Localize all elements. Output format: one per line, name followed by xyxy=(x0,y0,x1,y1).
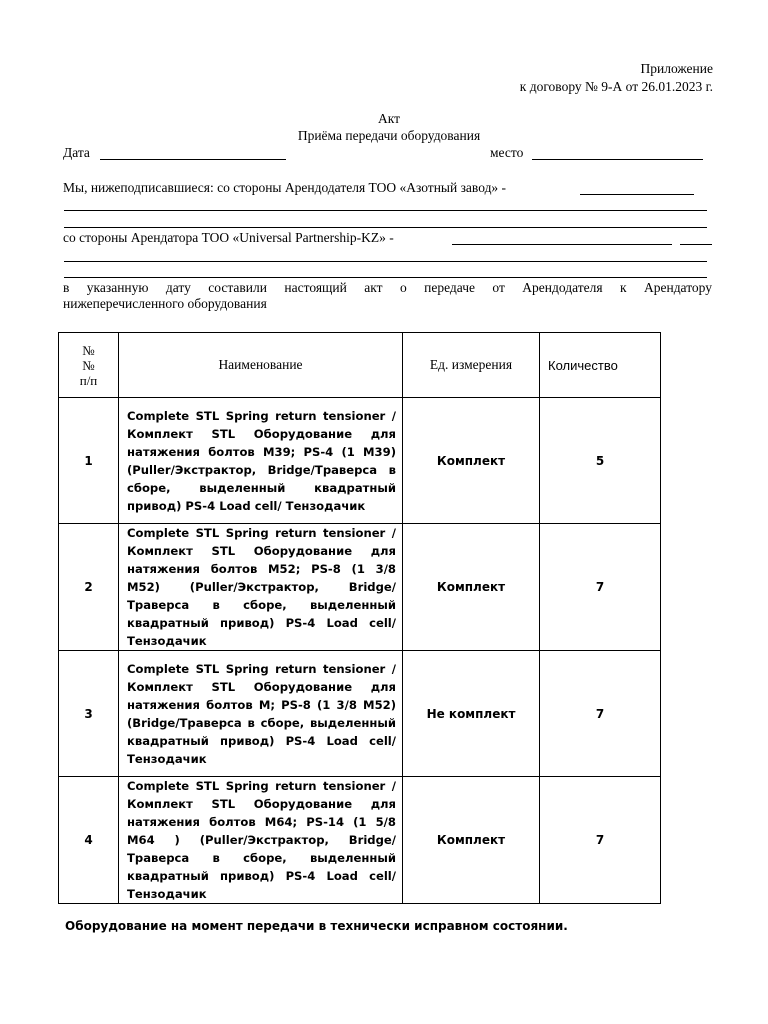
lessor-name-line xyxy=(580,194,694,195)
lessor-blank-line-2 xyxy=(64,227,707,228)
header-number-line1: № xyxy=(82,342,95,358)
row-unit: Комплект xyxy=(403,777,540,904)
row-quantity: 7 xyxy=(540,651,661,777)
row-number: 2 xyxy=(59,524,119,651)
act-title: Акт xyxy=(377,111,401,126)
row-number: 1 xyxy=(59,398,119,524)
equipment-table xyxy=(58,332,661,904)
table-row xyxy=(59,524,661,651)
lessor-blank-line-1 xyxy=(64,210,707,211)
header-number-line2: № xyxy=(82,357,95,373)
act-subtitle: Приёма передачи оборудования xyxy=(297,128,481,143)
header-unit: Ед. измерения xyxy=(403,333,540,398)
statement-line-2: нижеперечисленного оборудования xyxy=(63,296,267,311)
row-unit: Комплект xyxy=(403,398,540,524)
row-name: Complete STL Spring return tensioner / Комплект STL Оборудование для натяжения болтов M39; PS-4 (1 M39) (Puller/Экстрактор, Bridge/Траверса в сборе, выделенный квадратный привод) PS-4 Load cell/ Тензодачик xyxy=(119,398,403,524)
date-label: Дата xyxy=(63,145,90,160)
lessee-name-line-tail xyxy=(680,244,712,245)
place-label: место xyxy=(490,145,524,160)
header-quantity: Количество xyxy=(540,333,661,398)
lessee-blank-line-1 xyxy=(64,261,707,262)
row-name: Complete STL Spring return tensioner / Комплект STL Оборудование для натяжения болтов M64; PS-14 (1 5/8 M64 ) (Puller/Экстрактор, Bridge/Траверса в сборе, выделенный квадратный привод) PS-4 Load cell/ Тензодачик xyxy=(119,777,403,904)
lessee-name-line xyxy=(452,244,672,245)
row-quantity: 7 xyxy=(540,524,661,651)
lessee-text: со стороны Арендатора ТОО «Universal Partnership-KZ» - xyxy=(63,230,394,245)
row-number: 3 xyxy=(59,651,119,777)
row-quantity: 7 xyxy=(540,777,661,904)
appendix-contract-ref: к договору № 9-А от 26.01.2023 г. xyxy=(519,79,713,94)
row-quantity: 5 xyxy=(540,398,661,524)
row-name: Complete STL Spring return tensioner / Комплект STL Оборудование для натяжения болтов M; PS-8 (1 3/8 M52) (Bridge/Траверса в сборе, выделенный квадратный привод) PS-4 Load cell/ Тензодачик xyxy=(119,651,403,777)
header-number xyxy=(59,333,119,398)
place-field-line xyxy=(532,159,703,160)
row-name: Complete STL Spring return tensioner / Комплект STL Оборудование для натяжения болтов M52; PS-8 (1 3/8 M52) (Puller/Экстрактор, Bridge/Траверса в сборе, выделенный квадратный привод) PS-4 Load cell/ Тензодачик xyxy=(119,524,403,651)
header-name: Наименование xyxy=(119,333,403,398)
table-row xyxy=(59,398,661,524)
row-unit: Не комплект xyxy=(403,651,540,777)
table-row xyxy=(59,777,661,904)
appendix-title: Приложение xyxy=(640,61,713,76)
lessor-text: Мы, нижеподписавшиеся: со стороны Арендодателя ТОО «Азотный завод» - xyxy=(63,180,507,195)
date-field-line xyxy=(100,159,286,160)
lessee-blank-line-2 xyxy=(64,277,707,278)
header-number-line3: п/п xyxy=(79,372,98,388)
table-row xyxy=(59,651,661,777)
row-number: 4 xyxy=(59,777,119,904)
equipment-condition-note: Оборудование на момент передачи в технически исправном состоянии. xyxy=(65,919,568,933)
statement-line-1: в указанную дату составили настоящий акт о передаче от Арендодателя к Арендатору xyxy=(63,280,712,295)
table-header-row xyxy=(59,333,661,398)
row-unit: Комплект xyxy=(403,524,540,651)
